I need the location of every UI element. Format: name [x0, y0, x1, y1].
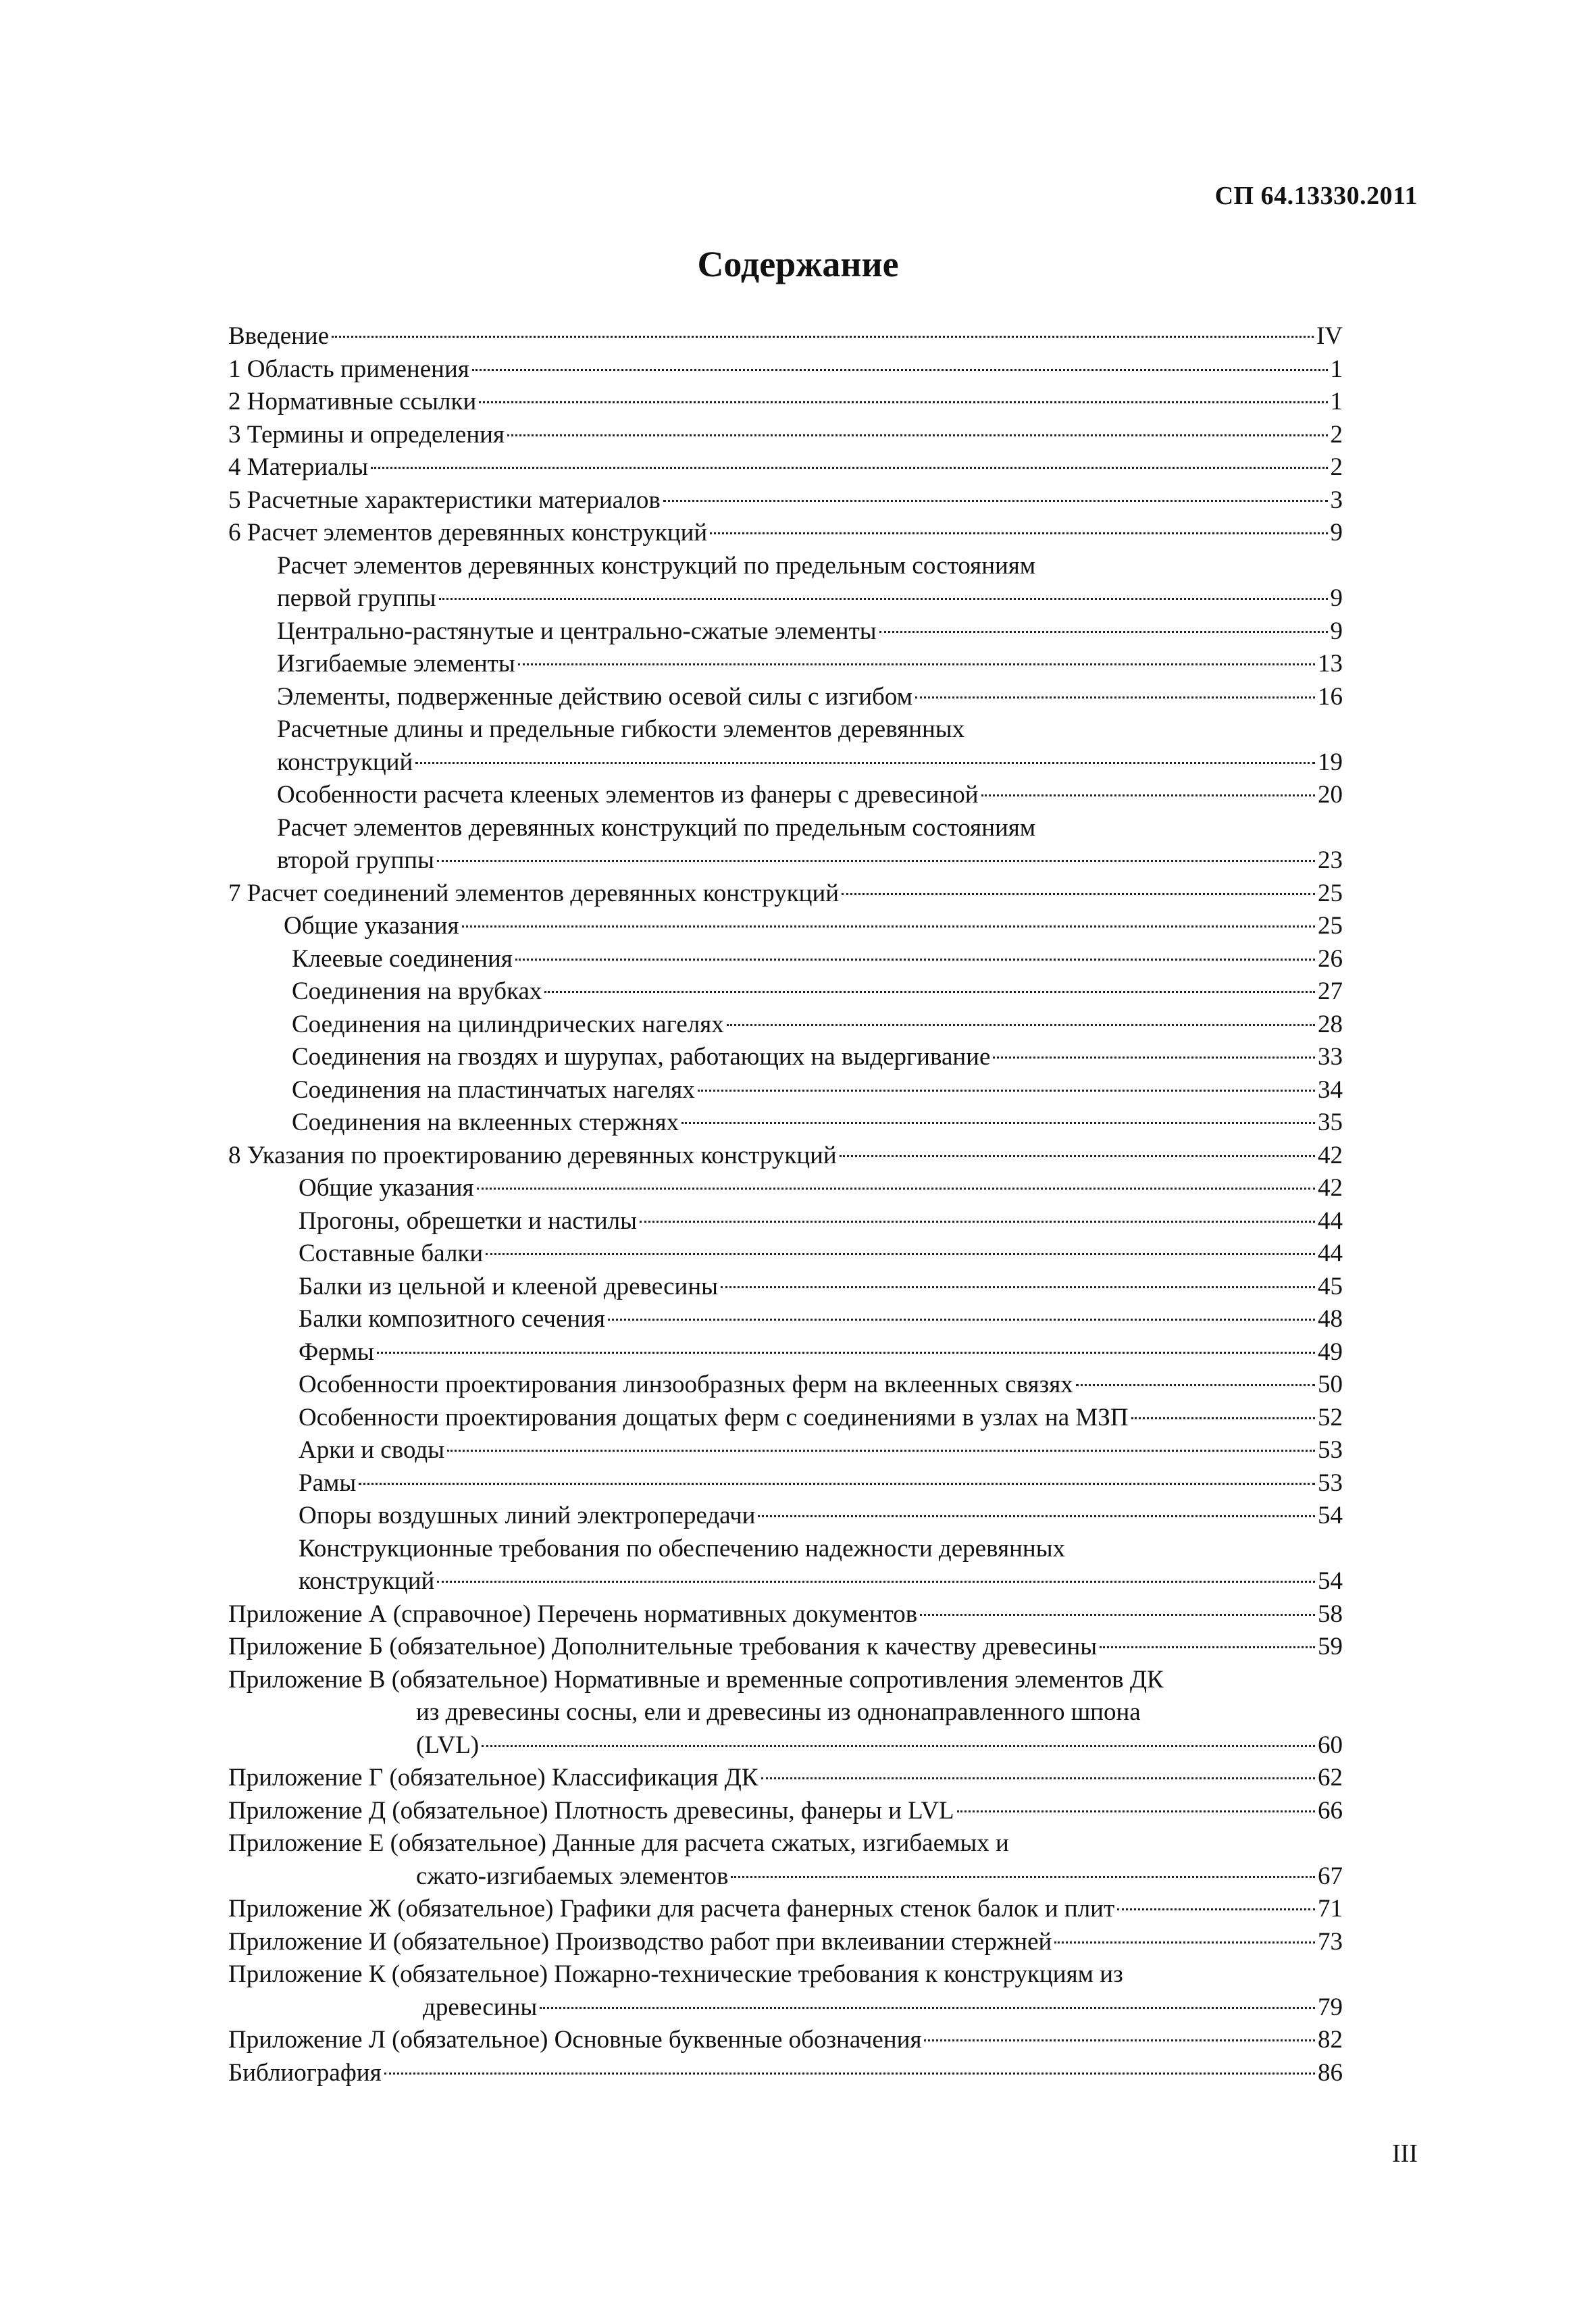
toc-entry-page: 50 — [1318, 1371, 1343, 1398]
dot-leader — [710, 532, 1327, 534]
toc-entry — [228, 1533, 1343, 1566]
toc-entry — [228, 779, 1343, 812]
dot-leader — [437, 860, 1315, 862]
toc-entry-text: 7 Расчет соединений элементов деревянных конструкций — [228, 879, 840, 907]
toc-entry-page: 9 — [1330, 617, 1343, 645]
toc-entry-text: Приложение В (обязательное) Нормативные и временные сопротивления элементов ДК — [228, 1665, 1164, 1694]
table-of-contents — [228, 320, 1343, 2089]
dot-leader — [518, 663, 1315, 665]
toc-entry-text: Общие указания — [299, 1174, 474, 1202]
toc-entry-page: 45 — [1318, 1272, 1343, 1300]
toc-entry-text: Приложение Б (обязательное) Дополнительные требования к качеству древесины — [228, 1633, 1098, 1660]
toc-entry — [228, 1238, 1343, 1271]
toc-entry-text: древесины — [423, 1993, 538, 2021]
toc-entry-text: Прогоны, обрешетки и настилы — [299, 1206, 637, 1235]
toc-entry — [228, 1860, 1343, 1893]
toc-entry-text: Соединения на цилиндрических нагелях — [292, 1010, 724, 1038]
toc-entry-text: Соединения на врубках — [292, 977, 542, 1005]
toc-entry-text: Соединения на пластинчатых нагелях — [292, 1075, 695, 1104]
toc-entry-text: 8 Указания по проектированию деревянных конструкций — [228, 1141, 837, 1169]
dot-leader — [840, 1155, 1315, 1157]
toc-entry-text: Изгибаемые элементы — [277, 650, 515, 678]
toc-entry — [228, 1631, 1343, 1664]
toc-entry-page: IV — [1316, 322, 1343, 350]
dot-leader — [479, 401, 1327, 403]
toc-entry-page: 59 — [1318, 1633, 1343, 1660]
dot-leader — [544, 991, 1315, 993]
toc-entry — [228, 484, 1343, 517]
toc-entry-page: 28 — [1318, 1010, 1343, 1038]
toc-entry-text: Особенности расчета клееных элементов из фанеры с древесиной — [277, 781, 979, 809]
toc-entry-text: 4 Материалы — [228, 453, 369, 481]
toc-entry — [228, 517, 1343, 550]
toc-entry-text: Рамы — [299, 1469, 357, 1497]
toc-entry — [228, 1074, 1343, 1107]
toc-entry-text: Составные балки — [299, 1240, 484, 1267]
dot-leader — [437, 1581, 1315, 1583]
toc-entry-text: Соединения на гвоздях и шурупах, работающих на выдергивание — [292, 1043, 991, 1071]
toc-entry-text: Приложение Ж (обязательное) Графики для расчета фанерных стенок балок и плит — [228, 1895, 1115, 1923]
toc-entry — [228, 1467, 1343, 1500]
toc-entry-page: 2 — [1330, 453, 1343, 481]
toc-entry-text: Приложение Е (обязательное) Данные для расчета сжатых, изгибаемых и — [228, 1829, 1009, 1857]
toc-entry-text: Особенности проектирования дощатых ферм с соединениями в узлах на МЗП — [299, 1403, 1129, 1431]
dot-leader — [1117, 1908, 1315, 1910]
dot-leader — [758, 1515, 1315, 1517]
toc-entry-page: 19 — [1318, 748, 1343, 776]
toc-entry — [228, 1140, 1343, 1173]
toc-entry-page: 62 — [1318, 1764, 1343, 1791]
page-title: Содержание — [697, 244, 899, 284]
toc-entry-text: 2 Нормативные ссылки — [228, 388, 477, 415]
dot-leader — [640, 1221, 1315, 1223]
toc-entry — [228, 1958, 1343, 1991]
toc-entry-page: 67 — [1318, 1862, 1343, 1890]
toc-entry-text: Клеевые соединения — [292, 944, 513, 973]
dot-leader — [447, 1450, 1315, 1452]
dot-leader — [879, 631, 1328, 633]
toc-entry-text: 6 Расчет элементов деревянных конструкций — [228, 519, 708, 547]
toc-entry — [228, 451, 1343, 484]
dot-leader — [698, 1090, 1315, 1092]
toc-entry — [228, 1926, 1343, 1959]
toc-entry — [228, 2024, 1343, 2057]
toc-entry-text: Элементы, подверженные действию осевой силы с изгибом — [277, 682, 913, 711]
toc-entry-text: Приложение К (обязательное) Пожарно-технические требования к конструкциям из — [228, 1960, 1123, 1988]
toc-entry — [228, 1205, 1343, 1238]
toc-entry-page: 44 — [1318, 1206, 1343, 1235]
toc-entry — [228, 1271, 1343, 1304]
dot-leader — [462, 925, 1315, 927]
dot-leader — [993, 1057, 1315, 1059]
toc-entry-page: 48 — [1318, 1305, 1343, 1333]
toc-entry-page: 86 — [1318, 2058, 1343, 2087]
toc-entry — [228, 1991, 1343, 2025]
toc-entry-page: 27 — [1318, 977, 1343, 1005]
toc-entry-page: 66 — [1318, 1796, 1343, 1825]
toc-entry-page: 25 — [1318, 879, 1343, 907]
toc-entry — [228, 1107, 1343, 1140]
toc-entry — [228, 1402, 1343, 1435]
toc-entry — [228, 1434, 1343, 1467]
toc-entry — [228, 1664, 1343, 1697]
toc-entry-page: 9 — [1330, 584, 1343, 612]
toc-entry-page: 54 — [1318, 1502, 1343, 1529]
dot-leader — [384, 2073, 1315, 2075]
toc-entry-page: 34 — [1318, 1075, 1343, 1104]
toc-entry-page: 53 — [1318, 1436, 1343, 1464]
toc-entry-text: Балки композитного сечения — [299, 1305, 606, 1333]
toc-entry-page: 58 — [1318, 1600, 1343, 1628]
toc-entry — [228, 943, 1343, 976]
toc-entry-page: 82 — [1318, 2026, 1343, 2054]
toc-entry — [228, 910, 1343, 943]
toc-entry-page: 53 — [1318, 1469, 1343, 1497]
dot-leader — [920, 1614, 1315, 1616]
toc-entry — [228, 615, 1343, 649]
toc-entry-text: Общие указания — [284, 912, 459, 940]
dot-leader — [663, 500, 1328, 502]
toc-entry-page: 26 — [1318, 944, 1343, 973]
dot-leader — [721, 1286, 1315, 1288]
dot-leader — [1100, 1646, 1315, 1648]
toc-entry-text: (LVL) — [416, 1731, 480, 1759]
toc-entry-text: Библиография — [228, 2058, 382, 2087]
dot-leader — [377, 1352, 1315, 1354]
toc-entry-page: 20 — [1318, 781, 1343, 809]
toc-entry — [228, 1696, 1343, 1729]
toc-entry-text: Фермы — [299, 1338, 374, 1366]
toc-entry-page: 42 — [1318, 1141, 1343, 1169]
toc-entry-text: Введение — [228, 322, 330, 350]
toc-entry — [228, 1041, 1343, 1074]
dot-leader — [915, 696, 1315, 698]
toc-entry-text: Приложение Л (обязательное) Основные буквенные обозначения — [228, 2026, 922, 2054]
toc-entry-page: 3 — [1330, 486, 1343, 514]
dot-leader — [507, 434, 1328, 436]
toc-entry-page: 2 — [1330, 420, 1343, 449]
toc-entry-text: Арки и своды — [299, 1436, 445, 1464]
toc-entry-page: 52 — [1318, 1403, 1343, 1431]
toc-entry — [228, 1827, 1343, 1860]
toc-entry-text: Особенности проектирования линзообразных ферм на вклеенных связях — [299, 1371, 1073, 1398]
toc-entry — [228, 1303, 1343, 1336]
dot-leader — [472, 369, 1328, 371]
toc-entry — [228, 1729, 1343, 1762]
toc-entry-page: 33 — [1318, 1043, 1343, 1071]
toc-entry-text: 1 Область применения — [228, 355, 469, 383]
toc-entry — [228, 713, 1343, 746]
toc-entry — [228, 1893, 1343, 1926]
toc-entry — [228, 1598, 1343, 1631]
toc-entry-text: 3 Термины и определения — [228, 420, 505, 449]
toc-entry-text: Расчет элементов деревянных конструкций по предельным состояниям — [277, 551, 1036, 580]
toc-entry — [228, 1795, 1343, 1828]
toc-entry — [228, 975, 1343, 1009]
toc-entry-text: Приложение Д (обязательное) Плотность древесины, фанеры и LVL — [228, 1796, 954, 1825]
toc-entry-page: 13 — [1318, 650, 1343, 678]
toc-entry-text: Конструкционные требования по обеспечению надежности деревянных — [299, 1534, 1066, 1562]
toc-entry-text: второй группы — [277, 846, 434, 874]
toc-entry — [228, 878, 1343, 911]
dot-leader — [924, 2039, 1315, 2041]
toc-entry — [228, 1336, 1343, 1369]
toc-entry — [228, 1009, 1343, 1042]
toc-entry-text: из древесины сосны, ели и древесины из однонаправленного шпона — [416, 1698, 1141, 1726]
dot-leader — [1131, 1417, 1315, 1419]
toc-entry-text: Приложение И (обязательное) Производство работ при вклеивании стержней — [228, 1927, 1052, 1956]
dot-leader — [981, 794, 1315, 796]
dot-leader — [439, 598, 1328, 600]
toc-entry-page: 44 — [1318, 1240, 1343, 1267]
toc-entry-page: 60 — [1318, 1731, 1343, 1759]
toc-entry — [228, 353, 1343, 386]
document-code: СП 64.13330.2011 — [1214, 182, 1418, 210]
toc-entry-page: 42 — [1318, 1174, 1343, 1202]
toc-entry — [228, 681, 1343, 714]
dot-leader — [482, 1745, 1315, 1747]
dot-leader — [359, 1483, 1315, 1485]
dot-leader — [842, 893, 1315, 895]
toc-entry-text: конструкций — [299, 1567, 435, 1595]
toc-entry — [228, 419, 1343, 452]
toc-entry-text: Центрально-растянутые и центрально-сжатые элементы — [277, 617, 877, 645]
toc-entry-text: Опоры воздушных линий электропередачи — [299, 1502, 756, 1529]
toc-entry — [228, 648, 1343, 681]
dot-leader — [1076, 1384, 1315, 1386]
toc-entry-page: 1 — [1330, 388, 1343, 415]
toc-entry-page: 23 — [1318, 846, 1343, 874]
dot-leader — [681, 1122, 1315, 1124]
toc-entry — [228, 550, 1343, 583]
toc-entry-page: 71 — [1318, 1895, 1343, 1923]
toc-entry-page: 35 — [1318, 1109, 1343, 1136]
toc-entry-page: 9 — [1330, 519, 1343, 547]
toc-entry-text: конструкций — [277, 748, 413, 776]
dot-leader — [486, 1253, 1315, 1255]
toc-entry — [228, 812, 1343, 845]
toc-entry — [228, 1500, 1343, 1533]
toc-entry-text: Расчетные длины и предельные гибкости элементов деревянных — [277, 715, 965, 743]
toc-entry — [228, 1565, 1343, 1598]
dot-leader — [415, 762, 1315, 764]
toc-entry-page: 54 — [1318, 1567, 1343, 1595]
dot-leader — [731, 1876, 1315, 1878]
toc-entry — [228, 582, 1343, 615]
dot-leader — [540, 2007, 1315, 2009]
toc-entry — [228, 746, 1343, 780]
toc-entry-page: 79 — [1318, 1993, 1343, 2021]
dot-leader — [957, 1810, 1315, 1812]
toc-entry — [228, 386, 1343, 419]
toc-entry-text: 5 Расчетные характеристики материалов — [228, 486, 661, 514]
toc-entry — [228, 2057, 1343, 2090]
toc-entry-page: 25 — [1318, 912, 1343, 940]
toc-entry-page: 16 — [1318, 682, 1343, 711]
dot-leader — [477, 1188, 1315, 1190]
toc-entry-text: Расчет элементов деревянных конструкций по предельным состояниям — [277, 813, 1036, 842]
toc-entry-text: Приложение Г (обязательное) Классификация ДК — [228, 1764, 758, 1791]
toc-entry-page: 1 — [1330, 355, 1343, 383]
dot-leader — [1054, 1941, 1315, 1943]
toc-entry — [228, 844, 1343, 878]
dot-leader — [727, 1024, 1315, 1026]
toc-entry — [228, 1172, 1343, 1205]
toc-entry-text: первой группы — [277, 584, 436, 612]
toc-entry-text: Балки из цельной и клееной древесины — [299, 1272, 718, 1300]
toc-entry-text: Соединения на вклеенных стержнях — [292, 1109, 679, 1136]
toc-entry — [228, 1369, 1343, 1402]
dot-leader — [371, 467, 1327, 469]
page-number: III — [1392, 2139, 1418, 2168]
dot-leader — [515, 959, 1315, 961]
toc-entry-page: 73 — [1318, 1927, 1343, 1956]
toc-entry-text: Приложение А (справочное) Перечень нормативных документов — [228, 1600, 918, 1628]
toc-entry-page: 49 — [1318, 1338, 1343, 1366]
toc-entry-text: сжато-изгибаемых элементов — [416, 1862, 729, 1890]
dot-leader — [761, 1777, 1315, 1779]
toc-entry — [228, 1762, 1343, 1795]
toc-entry — [228, 320, 1343, 353]
dot-leader — [608, 1319, 1315, 1321]
dot-leader — [332, 336, 1314, 338]
